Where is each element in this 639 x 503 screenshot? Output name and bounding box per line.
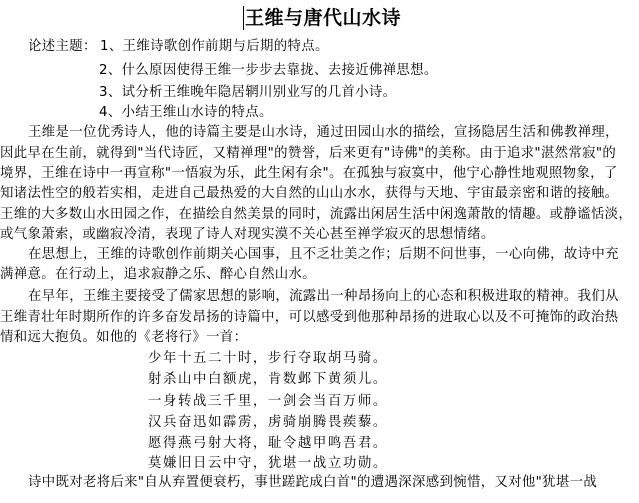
topics-label: 论述主题： <box>28 39 97 54</box>
topic-item: 4、小结王维山水诗的特点。 <box>99 105 273 120</box>
paragraph-line: 或气象萧索，或幽寂冷清，表现了诗人对现实漠不关心甚至禅学寂灭的思想情绪。 <box>0 227 495 242</box>
poem-line: 愿得燕弓射大将，耻令越甲鸣吾君。 <box>148 436 388 451</box>
paragraph-line: 在早年，王维主要接受了儒家思想的影响，流露出一种昂扬向上的心态和积极进取的精神。我们从 <box>28 289 619 304</box>
poem-line: 射杀山中白额虎，肯数邺下黄须儿。 <box>148 372 388 387</box>
paragraph-line: 诗中既对老将后来"自从弃置便衰朽，事世蹉跎成白首"的遭遇深深感到惋惜，又对他"犹堪一战 <box>28 475 598 490</box>
topic-item: 1、王维诗歌创作前期与后期的特点。 <box>100 39 329 54</box>
poem-line: 一身转战三千里，一剑会当百万师。 <box>148 394 388 409</box>
poem-line: 汉兵奋迅如霹雳，虏骑崩腾畏蒺藜。 <box>148 415 388 430</box>
text-cursor <box>243 6 244 30</box>
topic-item: 3、试分析王维晚年隐居辋川别业写的几首小诗。 <box>99 85 397 100</box>
paragraph-line: 王维是一位优秀诗人，他的诗篇主要是山水诗，通过田园山水的描绘，宣扬隐居生活和佛教禅理， <box>28 125 619 140</box>
poem-line: 少年十五二十时，步行夺取胡马骑。 <box>148 351 388 366</box>
paragraph-line: 满禅意。在行动上，追求寂静之乐、醉心自然山水。 <box>0 267 317 282</box>
topic-item: 2、什么原因使得王维一步步去靠拢、去接近佛禅思想。 <box>99 63 438 78</box>
page-title: 王维与唐代山水诗 <box>245 7 402 29</box>
paragraph-line: 王维青壮年时期所作的许多奋发昂扬的诗篇中，可以感受到他那种昂扬的进取心以及不可掩饰的政治热 <box>0 310 619 325</box>
paragraph-line: 因此早在生前，就得到"当代诗匠，又精禅理"的赞誉，后来更有"诗佛"的美称。由于追求"湛然常寂"的 <box>0 146 617 161</box>
paragraph-line: 境界，王维在诗中一再宣称"一悟寂为乐，此生闲有余"。在孤独与寂寞中，他宁心静性地观照物象，了 <box>0 166 618 181</box>
poem-line: 莫嫌旧日云中守，犹堪一战立功勋。 <box>148 456 388 471</box>
paragraph-line: 王维的大多数山水田园之作，在描绘自然美景的同时，流露出闲居生活中闲逸萧散的情趣。或静谧恬淡， <box>0 207 633 222</box>
paragraph-line: 知诸法性空的般若实相，走进自己最热爱的大自然的山山水水，获得与天地、宇宙最亲密和谐的接触。 <box>0 186 619 201</box>
paragraph-line: 情和远大抱负。如他的《老将行》一首： <box>0 330 248 345</box>
paragraph-line: 在思想上，王维的诗歌创作前期关心国事，且不乏壮美之作；后期不问世事，一心向佛，故诗中充 <box>28 247 619 262</box>
